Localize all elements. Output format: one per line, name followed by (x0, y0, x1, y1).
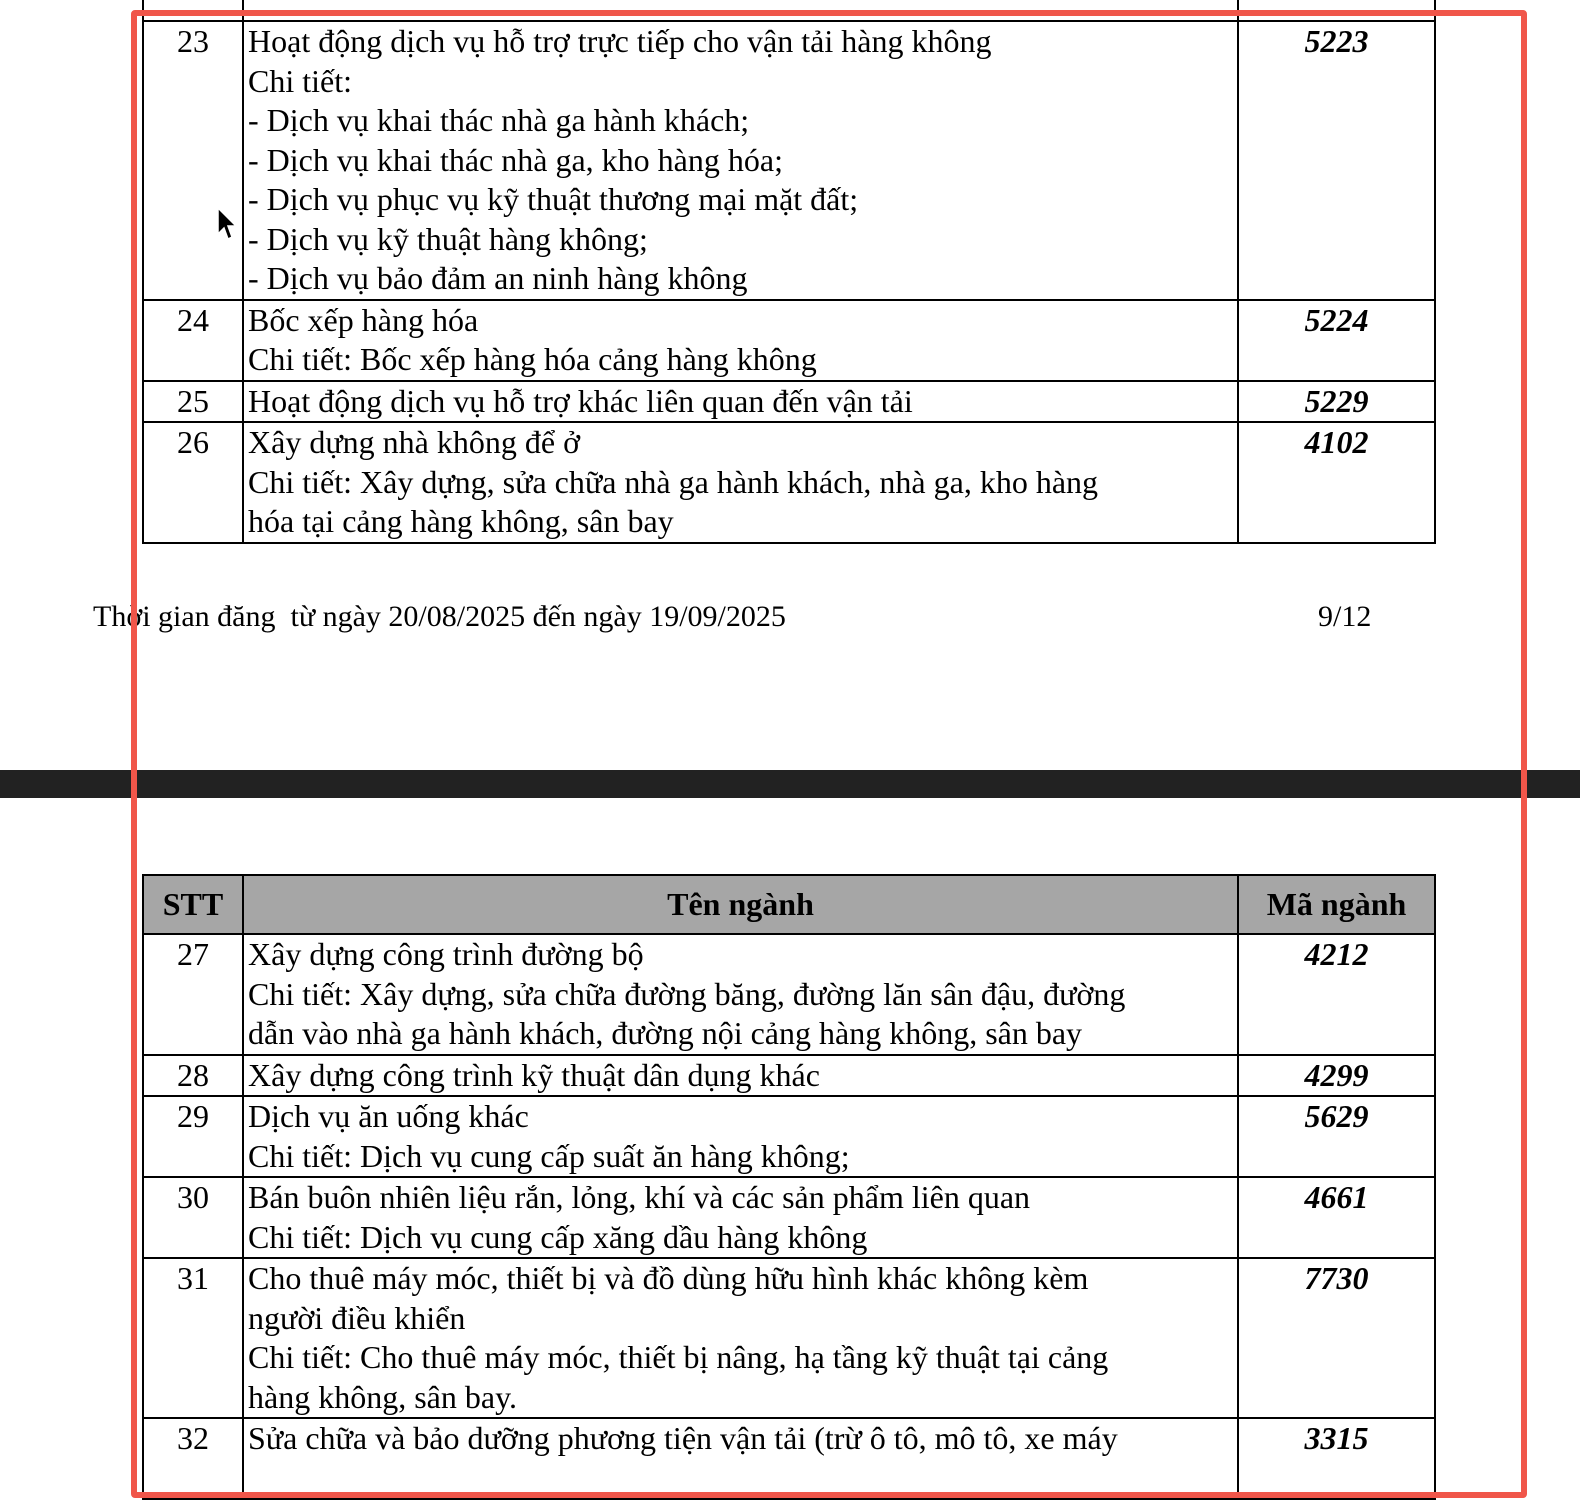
row-name (243, 300, 1238, 381)
header-stt: STT (143, 875, 243, 934)
row-stt: 27 (143, 934, 243, 1055)
table-row (143, 934, 1435, 1055)
row-name (243, 21, 1238, 300)
row-code: 5229 (1238, 381, 1435, 423)
mouse-pointer-icon (216, 206, 238, 242)
table-row (143, 422, 1435, 543)
row-name-line: Chi tiết: Bốc xếp hàng hóa cảng hàng không (248, 341, 817, 377)
row-name (243, 934, 1238, 1055)
table-row (143, 1258, 1435, 1418)
row-name-line: Cho thuê máy móc, thiết bị và đồ dùng hữu hình khác không kèm (248, 1260, 1089, 1296)
row-name-line: Chi tiết: Xây dựng, sửa chữa đường băng, đường lăn sân đậu, đường (248, 975, 1126, 1012)
row-stt: 23 (143, 21, 243, 300)
page-footer-date-range: Thời gian đăng từ ngày 20/08/2025 đến ngày 19/09/2025 (93, 600, 786, 633)
row-name-line: - Dịch vụ kỹ thuật hàng không; (248, 220, 648, 257)
industry-table-bottom (142, 874, 1436, 1500)
row-name-line: người điều khiển (248, 1299, 466, 1336)
row-code: 4661 (1238, 1177, 1435, 1258)
row-name (243, 1258, 1238, 1418)
row-name (243, 422, 1238, 543)
row-code: 5223 (1238, 21, 1435, 300)
header-name: Tên ngành (243, 875, 1238, 934)
document-page-bottom (0, 798, 1580, 1508)
row-name-line: hàng không, sân bay. (248, 1378, 517, 1415)
row-name-line: Dịch vụ ăn uống khác (248, 1098, 529, 1134)
row-name-line: Chi tiết: (248, 62, 352, 99)
table-row (143, 300, 1435, 381)
table-row (143, 1096, 1435, 1177)
row-name-line: Xây dựng nhà không để ở (248, 424, 580, 460)
row-name-line: - Dịch vụ phục vụ kỹ thuật thương mại mặt đất; (248, 181, 859, 217)
row-name-line: Sửa chữa và bảo dưỡng phương tiện vận tải (trừ ô tô, mô tô, xe máy (248, 1420, 1118, 1456)
row-name-line: Bán buôn nhiên liệu rắn, lỏng, khí và các sản phẩm liên quan (248, 1179, 1031, 1215)
table-row (143, 1418, 1435, 1499)
header-code: Mã ngành (1238, 875, 1435, 934)
table-row (143, 21, 1435, 300)
table-row (143, 1055, 1435, 1097)
row-stt: 30 (143, 1177, 243, 1258)
row-code: 4212 (1238, 934, 1435, 1055)
row-name-line: - Dịch vụ bảo đảm an ninh hàng không (248, 260, 748, 296)
row-name-line: Hoạt động dịch vụ hỗ trợ khác liên quan đến vận tải (248, 382, 913, 419)
row-name-line: Xây dựng công trình đường bộ (248, 936, 644, 972)
row-name-line: Chi tiết: Dịch vụ cung cấp xăng dầu hàng không (248, 1218, 868, 1255)
industry-table-top (142, 0, 1436, 544)
row-stt: 28 (143, 1055, 243, 1097)
row-name (243, 1096, 1238, 1177)
row-code: 5224 (1238, 300, 1435, 381)
row-name-line: Chi tiết: Xây dựng, sửa chữa nhà ga hành khách, nhà ga, kho hàng (248, 463, 1099, 500)
row-stt: 24 (143, 300, 243, 381)
row-name-line: Hoạt động dịch vụ hỗ trợ trực tiếp cho vận tải hàng không (248, 23, 992, 59)
row-stt: 29 (143, 1096, 243, 1177)
table-header-row (143, 875, 1435, 934)
page-separator (0, 770, 1580, 798)
row-code: 7730 (1238, 1258, 1435, 1418)
row-name-line: - Dịch vụ khai thác nhà ga, kho hàng hóa; (248, 141, 783, 178)
row-stt: 31 (143, 1258, 243, 1418)
row-name-line: dẫn vào nhà ga hành khách, đường nội cảng hàng không, sân bay (248, 1015, 1083, 1051)
page-number: 9/12 (1318, 600, 1372, 633)
row-stt: 25 (143, 381, 243, 423)
table-row-cut (143, 0, 1435, 21)
row-stt: 26 (143, 422, 243, 543)
row-name (243, 1418, 1238, 1499)
row-name-line: Bốc xếp hàng hóa (248, 301, 479, 338)
row-stt: 32 (143, 1418, 243, 1499)
row-code: 5629 (1238, 1096, 1435, 1177)
row-name (243, 1177, 1238, 1258)
row-name (243, 381, 1238, 423)
row-name-line: hóa tại cảng hàng không, sân bay (248, 503, 674, 539)
row-name-line: Xây dựng công trình kỹ thuật dân dụng khác (248, 1056, 820, 1093)
row-name-line: - Dịch vụ khai thác nhà ga hành khách; (248, 102, 750, 138)
row-name-line: Chi tiết: Cho thuê máy móc, thiết bị nâng, hạ tầng kỹ thuật tại cảng (248, 1339, 1109, 1375)
row-name (243, 1055, 1238, 1097)
table-row (143, 381, 1435, 423)
row-name-line: Chi tiết: Dịch vụ cung cấp suất ăn hàng không; (248, 1137, 850, 1174)
row-code: 4299 (1238, 1055, 1435, 1097)
table-row (143, 1177, 1435, 1258)
row-code: 4102 (1238, 422, 1435, 543)
row-code: 3315 (1238, 1418, 1435, 1499)
